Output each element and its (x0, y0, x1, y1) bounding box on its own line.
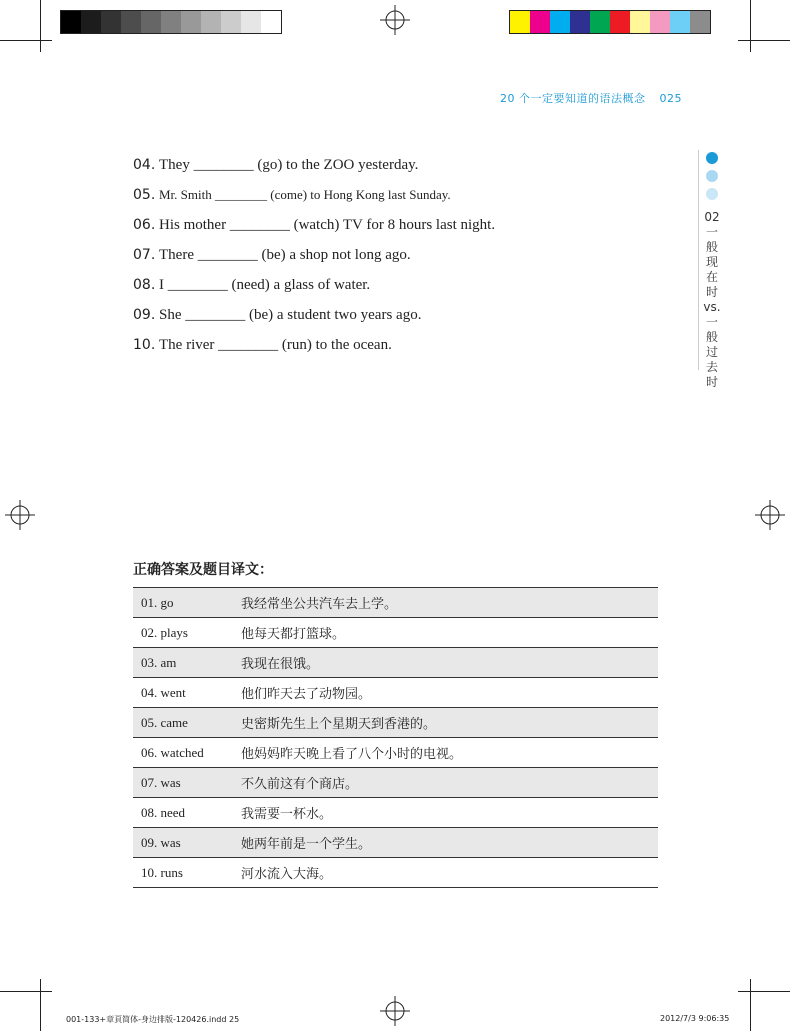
color-swatch (670, 11, 690, 33)
answer-word: 06. watched (141, 744, 204, 760)
color-swatch (510, 11, 530, 33)
color-swatch (610, 11, 630, 33)
answer-word: 04. went (141, 684, 186, 700)
answer-word: 01. go (141, 594, 174, 610)
crop-mark (0, 40, 52, 41)
crop-mark (738, 40, 790, 41)
answer-translation: 他妈妈昨天晚上看了八个小时的电视。 (241, 747, 463, 762)
color-swatch (630, 11, 650, 33)
answer-translation: 她两年前是一个学生。 (241, 837, 372, 852)
exercise-text: I ________ (need) a glass of water. (159, 276, 371, 293)
color-swatch (181, 11, 201, 33)
table-row (133, 618, 658, 648)
answer-translation: 我现在很饿。 (241, 657, 320, 672)
color-swatch (161, 11, 181, 33)
page-number: 025 (659, 92, 682, 105)
crop-mark (0, 991, 52, 992)
color-swatch (61, 11, 81, 33)
table-row (133, 678, 658, 708)
answer-word: 05. came (141, 714, 188, 730)
answer-word: 09. was (141, 834, 181, 850)
exercise-text: His mother ________ (watch) TV for 8 hours last night. (159, 216, 496, 233)
gray-swatch-bar (60, 10, 282, 34)
answer-word: 10. runs (141, 864, 183, 880)
crop-mark (750, 979, 751, 1031)
exercise-number: 08. (133, 277, 156, 293)
section-dot (706, 188, 718, 200)
exercise-item (133, 240, 673, 270)
table-row (133, 798, 658, 828)
table-row (133, 648, 658, 678)
table-row (133, 858, 658, 888)
exercise-number: 04. (133, 157, 156, 173)
exercise-item (133, 270, 673, 300)
chapter-tab: 02 一般现在时 vs. 一般过去时 (703, 210, 721, 389)
answers-title: 正确答案及题目译文： (133, 562, 273, 578)
running-header (500, 90, 682, 106)
crop-mark (40, 979, 41, 1031)
answer-word: 07. was (141, 774, 181, 790)
registration-mark-icon (380, 5, 410, 35)
section-dots (706, 152, 720, 206)
exercise-number: 06. (133, 217, 156, 233)
color-swatch (530, 11, 550, 33)
registration-mark-icon (755, 500, 785, 530)
answer-translation: 我需要一杯水。 (241, 807, 333, 822)
color-swatch (121, 11, 141, 33)
color-swatch (241, 11, 261, 33)
exercise-number: 10. (133, 337, 156, 353)
answer-translation: 不久前这有个商店。 (241, 777, 359, 792)
color-swatch-bar (509, 10, 711, 34)
color-swatch (261, 11, 281, 33)
answer-translation: 他们昨天去了动物园。 (241, 687, 372, 702)
exercise-item (133, 150, 673, 180)
exercise-text: They ________ (go) to the ZOO yesterday. (159, 156, 419, 173)
section-dot (706, 152, 718, 164)
exercise-item (133, 210, 673, 240)
footer-file: 001-133+章頁简体-身边排版-120426.indd 25 (66, 1015, 240, 1024)
table-row (133, 738, 658, 768)
exercise-text: There ________ (be) a shop not long ago. (159, 246, 411, 263)
answer-translation: 我经常坐公共汽车去上学。 (241, 597, 398, 612)
answer-translation: 河水流入大海。 (241, 867, 333, 882)
answer-translation: 史密斯先生上个星期天到香港的。 (241, 717, 437, 732)
color-swatch (101, 11, 121, 33)
color-swatch (590, 11, 610, 33)
color-swatch (221, 11, 241, 33)
crop-mark (40, 0, 41, 52)
color-swatch (570, 11, 590, 33)
side-divider (698, 150, 699, 370)
table-row (133, 588, 658, 618)
exercise-text: The river ________ (run) to the ocean. (159, 336, 392, 353)
answer-translation: 他每天都打篮球。 (241, 627, 346, 642)
exercise-number: 09. (133, 307, 156, 323)
exercise-text: Mr. Smith ________ (come) to Hong Kong last Sunday. (159, 187, 451, 202)
color-swatch (81, 11, 101, 33)
color-swatch (650, 11, 670, 33)
answer-word: 08. need (141, 804, 186, 820)
footer-timestamp: 2012/7/3 9:06:35 (660, 1014, 730, 1023)
exercise-number: 07. (133, 247, 156, 263)
answer-table (133, 587, 658, 888)
crop-mark (750, 0, 751, 52)
answer-word: 03. am (141, 654, 177, 670)
color-swatch (690, 11, 710, 33)
table-row (133, 708, 658, 738)
crop-mark (738, 991, 790, 992)
table-row (133, 828, 658, 858)
exercise-item (133, 330, 673, 360)
exercise-number: 05. (133, 187, 156, 203)
color-swatch (141, 11, 161, 33)
color-swatch (550, 11, 570, 33)
exercise-item (133, 300, 673, 330)
exercise-list (133, 150, 673, 360)
section-dot (706, 170, 718, 182)
exercise-text: She ________ (be) a student two years ago. (159, 306, 422, 323)
exercise-item (133, 180, 673, 210)
header-title: 20 个一定要知道的语法概念 (500, 92, 646, 105)
table-row (133, 768, 658, 798)
registration-mark-icon (5, 500, 35, 530)
registration-mark-icon (380, 996, 410, 1026)
color-swatch (201, 11, 221, 33)
answer-word: 02. plays (141, 624, 188, 640)
